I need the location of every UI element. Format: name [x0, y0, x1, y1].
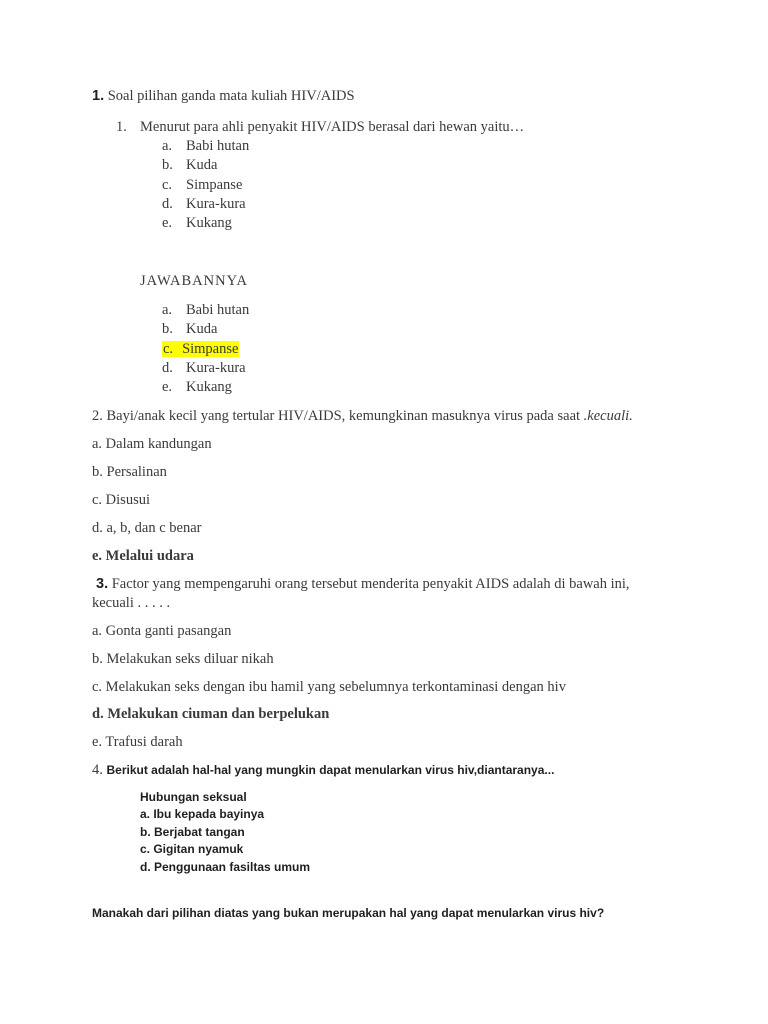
q3-option: a. Gonta ganti pasangan	[92, 623, 232, 639]
q2-option: b. Persalinan	[92, 464, 167, 480]
q3-stem: Factor yang mempengaruhi orang tersebut menderita penyakit AIDS adalah di bawah ini,	[108, 576, 630, 592]
answer-option: Kuda	[186, 321, 218, 337]
section-heading	[92, 88, 355, 105]
q4-text	[92, 762, 554, 779]
q1-option-letter: c.	[162, 177, 173, 193]
q3-option: c. Melakukan seks dengan ibu hamil yang sebelumnya terkontaminasi dengan hiv	[92, 679, 566, 695]
q4-number: 4.	[92, 762, 103, 778]
heading-number: 1.	[92, 88, 105, 104]
q2-text	[92, 408, 633, 425]
q4-item: d. Penggunaan fasiltas umum	[140, 860, 311, 874]
q1-option: Kuda	[186, 157, 218, 173]
q2-option: c. Disusui	[92, 492, 150, 508]
q3-option: b. Melakukan seks diluar nikah	[92, 651, 274, 667]
q2-stem: 2. Bayi/anak kecil yang tertular HIV/AIDS, kemungkinan masuknya virus pada saat	[92, 408, 584, 424]
answer-option-letter-correct: c.	[162, 341, 181, 357]
q1-option-letter: e.	[162, 215, 173, 231]
heading-title: Soal pilihan ganda mata kuliah HIV/AIDS	[107, 88, 355, 104]
q1-option: Kura-kura	[186, 196, 246, 212]
answer-option: Kura-kura	[186, 360, 246, 376]
q4-item: a. Ibu kepada bayinya	[140, 807, 265, 821]
answer-option-letter: d.	[162, 360, 173, 376]
answer-option-letter: e.	[162, 379, 173, 395]
q4-item: Hubungan seksual	[140, 790, 247, 804]
q1-text: Menurut para ahli penyakit HIV/AIDS berasal dari hewan yaitu…	[140, 119, 525, 135]
q3-text-line1	[96, 576, 630, 593]
answer-option-letter: b.	[162, 321, 173, 337]
q3-number: 3.	[96, 576, 109, 592]
answer-highlight-row	[162, 341, 239, 358]
q1-option: Babi hutan	[186, 138, 250, 154]
q4-stem: Berikut adalah hal-hal yang mungkin dapat menularkan virus hiv,diantaranya...	[106, 763, 555, 777]
answer-heading: JAWABANNYA	[140, 273, 248, 289]
q2-option: d. a, b, dan c benar	[92, 520, 202, 536]
q1-number: 1.	[116, 119, 127, 135]
q2-option: a. Dalam kandungan	[92, 436, 212, 452]
q4-item: c. Gigitan nyamuk	[140, 842, 244, 856]
q4-item: b. Berjabat tangan	[140, 825, 245, 839]
q1-option-letter: a.	[162, 138, 173, 154]
answer-option: Kukang	[186, 379, 232, 395]
q4-question: Manakah dari pilihan diatas yang bukan merupakan hal yang dapat menularkan virus hiv?	[92, 906, 605, 920]
answer-option-letter: a.	[162, 302, 173, 318]
q1-option: Simpanse	[186, 177, 243, 193]
answer-option-correct: Simpanse	[182, 341, 239, 357]
answer-option: Babi hutan	[186, 302, 250, 318]
q1-option-letter: d.	[162, 196, 173, 212]
q1-option-letter: b.	[162, 157, 173, 173]
q2-option-answer: e. Melalui udara	[92, 548, 194, 564]
q3-text-line2: kecuali . . . . .	[92, 595, 171, 611]
q3-option-answer: d. Melakukan ciuman dan berpelukan	[92, 706, 330, 722]
q3-option: e. Trafusi darah	[92, 734, 183, 750]
q1-option: Kukang	[186, 215, 232, 231]
q2-exception: .kecuali.	[583, 408, 633, 424]
